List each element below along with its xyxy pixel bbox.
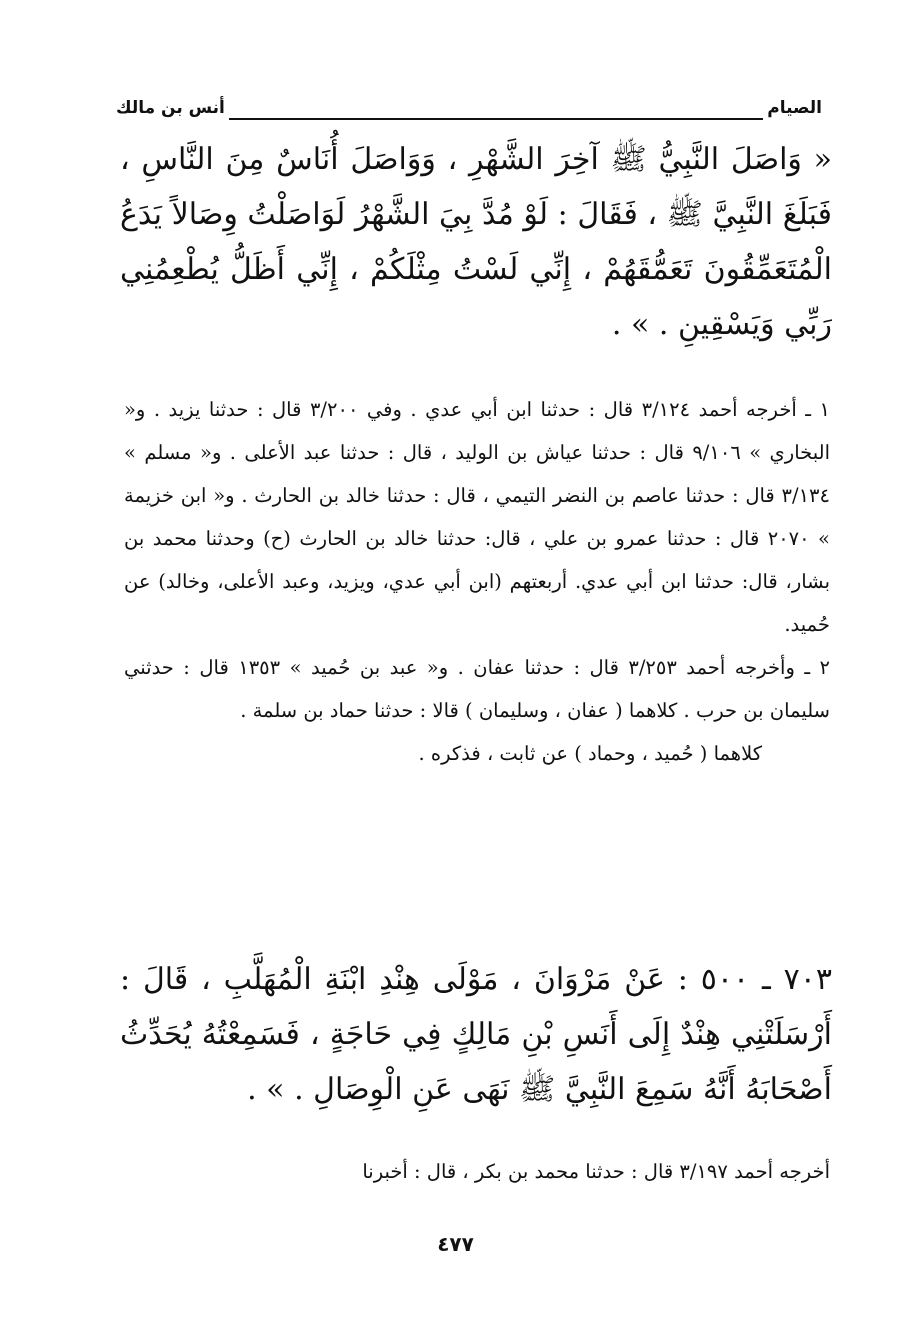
footnote-2: ٢ ـ وأخرجه أحمد ٣/٢٥٣ قال : حدثنا عفان . و« عبد بن حُميد » ١٣٥٣ قال : حدثني سليمان بن حرب . كلاهما ( عفان ، وسليمان ) قالا : حدثنا حماد بن سلمة .: [124, 656, 830, 722]
hadith-text-1: « وَاصَلَ النَّبِيُّ ﷺ آخِرَ الشَّهْرِ ، وَوَاصَلَ أُنَاسٌ مِنَ النَّاسِ ، فَبَلَغَ النَّبِيَّ ﷺ ، فَقَالَ : لَوْ مُدَّ بِيَ الشَّهْرُ لَوَاصَلْتُ وِصَالاً يَدَعُ الْمُتَعَمِّقُونَ تَعَمُّقَهُمْ ، إِنِّي لَسْتُ مِثْلَكُمْ ، إِنِّي أَظَلُّ يُطْعِمُنِي رَبِّي وَيَسْقِينِ . » .: [120, 142, 833, 342]
running-header: [112, 88, 826, 120]
footnotes-block-1: [124, 388, 830, 775]
header-chapter-title: الصيام: [763, 98, 826, 120]
hadith-text-2: ٧٠٣ ـ ٥٠٠ : عَنْ مَرْوَانَ ، مَوْلَى هِنْدِ ابْنَةِ الْمُهَلَّبِ ، قَالَ : أَرْسَلَتْنِي هِنْدٌ إِلَى أَنَسِ بْنِ مَالِكٍ فِي حَاجَةٍ ، فَسَمِعْتُهُ يُحَدِّثُ أَصْحَابَهُ أَنَّهُ سَمِعَ النَّبِيَّ ﷺ نَهَى عَنِ الْوِصَالِ . » .: [120, 962, 832, 1107]
footnote-conclusion: كلاهما ( حُميد ، وحماد ) عن ثابت ، فذكره .: [418, 742, 762, 765]
footnote-takhrij: أخرجه أحمد ٣/١٩٧ قال : حدثنا محمد بن بكر ، قال : أخبرنا: [362, 1160, 830, 1183]
page-number: ٤٧٧: [437, 1232, 474, 1256]
footnote-1: ١ ـ أخرجه أحمد ٣/١٢٤ قال : حدثنا ابن أبي عدي . وفي ٣/٢٠٠ قال : حدثنا يزيد . و« البخاري » ٩/١٠٦ قال : حدثنا عياش بن الوليد ، قال : حدثنا عبد الأعلى . و« مسلم » ٣/١٣٤ قال : حدثنا عاصم بن النضر التيمي ، قال : حدثنا خالد بن الحارث . و« ابن خزيمة » ٢٠٧٠ قال : حدثنا عمرو بن علي ، قال: حدثنا خالد بن الحارث (ح) وحدثنا محمد بن بشار، قال: حدثنا ابن أبي عدي. أربعتهم (ابن أبي عدي، ويزيد، وعبد الأعلى، وخالد) عن حُميد.: [124, 398, 830, 636]
footnotes-block-2: [124, 1150, 830, 1193]
header-narrator-name: أنس بن مالك: [112, 98, 229, 120]
